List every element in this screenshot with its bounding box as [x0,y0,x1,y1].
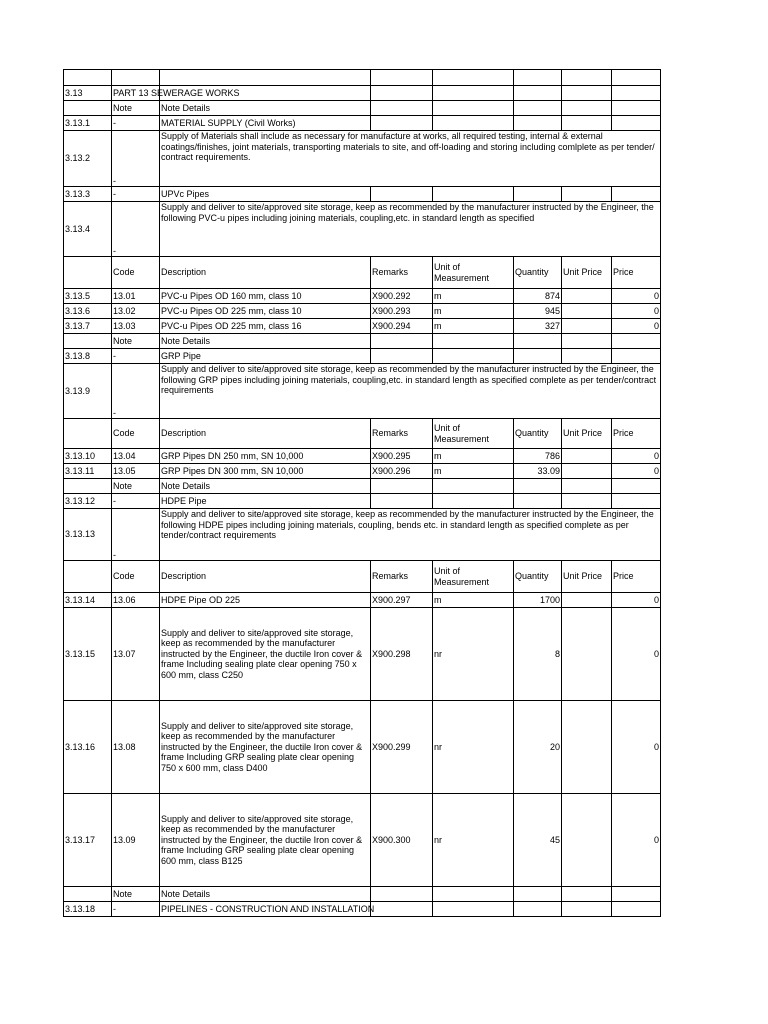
cell-quantity[interactable] [514,479,562,494]
cell-unit-price[interactable] [562,701,612,794]
cell-remarks[interactable] [371,887,433,902]
table-row [64,794,661,887]
cell-description[interactable]: Note Details [160,479,371,494]
table-row [64,887,661,902]
cell-description[interactable]: Supply and deliver to site/approved site storage, keep as recommended by the manufacturer instructed by the Engineer, the ductile Iron cover & frame Including sealing plate clear opening 750 x 600 mm, class C250 [160,608,371,701]
table-row [64,349,661,364]
cell-remarks[interactable]: X900.296 [371,464,433,479]
cell-unit-price[interactable] [562,593,612,608]
cell-quantity[interactable]: 45 [514,794,562,887]
cell-item-no[interactable]: 3.13.6 [64,304,112,319]
cell-quantity[interactable] [514,334,562,349]
cell-item-no[interactable]: 3.13.12 [64,494,112,509]
cell-item-no[interactable] [64,419,112,449]
cell-unit-price[interactable] [562,449,612,464]
cell-price[interactable] [612,86,661,101]
cell-item-no[interactable]: 3.13.14 [64,593,112,608]
cell-unit-price[interactable]: Unit Price [562,561,612,593]
cell-item-no[interactable] [64,101,112,116]
cell-unit[interactable] [433,349,514,364]
cell-quantity[interactable]: 33.09 [514,464,562,479]
cell-unit-price[interactable] [562,334,612,349]
cell-description[interactable]: Supply and deliver to site/approved site storage, keep as recommended by the manufacturer instructed by the Engineer, the ductile Iron cover & frame Including GRP sealing plate clear opening 750 x 600 mm, class D400 [160,701,371,794]
cell-remarks[interactable]: X900.298 [371,608,433,701]
cell-unit-price[interactable] [562,187,612,202]
cell-code[interactable]: 13.01 [112,289,160,304]
cell-item-no[interactable]: 3.13.3 [64,187,112,202]
cell-code[interactable]: Code [112,257,160,289]
cell-unit[interactable]: m [433,464,514,479]
cell-description-long[interactable]: Supply and deliver to site/approved site storage, keep as recommended by the manufacturer instructed by the Engineer, the following PVC-u pipes including joining materials, coupling,etc. in standard length as specified [160,202,661,257]
table-row [64,202,661,257]
cell-description[interactable]: GRP Pipes DN 300 mm, SN 10,000 [160,464,371,479]
cell-description[interactable]: GRP Pipe [160,349,371,364]
cell-unit[interactable] [433,479,514,494]
cell-price[interactable]: 0 [612,701,661,794]
cell-item-no[interactable] [64,887,112,902]
cell-unit[interactable]: Unit of Measurement [433,257,514,289]
cell-remarks[interactable]: Remarks [371,561,433,593]
cell-remarks[interactable] [371,902,433,917]
cell-unit-price[interactable] [562,70,612,86]
cell-unit[interactable] [433,70,514,86]
cell-item-no[interactable]: 3.13.2 [64,131,112,187]
cell-description-long[interactable]: Supply and deliver to site/approved site storage, keep as recommended by the manufacturer instructed by the Engineer, the following HDPE pipes including joining materials, coupling, bends etc. in standard length as specified complete as per tender/contract requirements [160,509,661,561]
cell-description[interactable]: Description [160,419,371,449]
cell-unit-price[interactable] [562,902,612,917]
table-row [64,289,661,304]
cell-item-no[interactable]: 3.13.18 [64,902,112,917]
cell-code[interactable]: Code [112,419,160,449]
table-row [64,257,661,289]
cell-quantity[interactable] [514,902,562,917]
cell-code[interactable]: 13.05 [112,464,160,479]
cell-remarks[interactable]: X900.294 [371,319,433,334]
cell-price[interactable]: 0 [612,304,661,319]
cell-unit[interactable]: nr [433,608,514,701]
cell-unit[interactable]: Unit of Measurement [433,561,514,593]
cell-code[interactable]: 13.07 [112,608,160,701]
cell-code[interactable] [112,70,160,86]
cell-unit[interactable]: m [433,593,514,608]
cell-remarks[interactable]: Remarks [371,257,433,289]
cell-item-no[interactable]: 3.13.15 [64,608,112,701]
cell-price[interactable]: 0 [612,593,661,608]
cell-unit[interactable] [433,101,514,116]
cell-description[interactable] [160,70,371,86]
cell-item-no[interactable]: 3.13.17 [64,794,112,887]
cell-unit[interactable]: m [433,449,514,464]
cell-unit-price[interactable] [562,116,612,131]
cell-code[interactable]: - [112,349,160,364]
cell-price[interactable]: 0 [612,319,661,334]
cell-price[interactable] [612,902,661,917]
cell-description[interactable]: HDPE Pipe [160,494,371,509]
cell-remarks[interactable] [371,334,433,349]
cell-code[interactable]: - [112,902,160,917]
cell-unit-price[interactable]: Unit Price [562,257,612,289]
cell-quantity[interactable]: 20 [514,701,562,794]
cell-code[interactable]: 13.02 [112,304,160,319]
cell-item-no[interactable]: 3.13 [64,86,112,101]
table-row [64,449,661,464]
cell-code[interactable]: 13.06 [112,593,160,608]
bill-of-quantities-table [63,69,661,917]
cell-unit-price[interactable] [562,101,612,116]
cell-item-no[interactable] [64,334,112,349]
cell-quantity[interactable]: 786 [514,449,562,464]
cell-quantity[interactable] [514,101,562,116]
cell-item-no[interactable] [64,561,112,593]
cell-price[interactable]: 0 [612,289,661,304]
cell-code[interactable]: - [112,131,160,187]
table-row [64,593,661,608]
table-row [64,319,661,334]
cell-remarks[interactable]: X900.297 [371,593,433,608]
cell-code[interactable]: Note [112,101,160,116]
cell-price[interactable] [612,479,661,494]
cell-code[interactable]: - [112,187,160,202]
cell-description[interactable]: Description [160,561,371,593]
cell-price[interactable]: Price [612,419,661,449]
cell-price[interactable] [612,887,661,902]
cell-description[interactable]: Note Details [160,887,371,902]
cell-item-no[interactable]: 3.13.8 [64,349,112,364]
cell-item-no[interactable]: 3.13.10 [64,449,112,464]
cell-description[interactable]: Note Details [160,101,371,116]
cell-code[interactable]: Note [112,887,160,902]
cell-unit[interactable] [433,116,514,131]
cell-unit[interactable] [433,334,514,349]
table-row [64,86,661,101]
table-row [64,131,661,187]
cell-unit-price[interactable] [562,289,612,304]
spreadsheet-sheet [63,69,660,917]
cell-code[interactable]: 13.08 [112,701,160,794]
table-row [64,334,661,349]
cell-remarks[interactable] [371,86,433,101]
table-row [64,902,661,917]
cell-price[interactable]: Price [612,561,661,593]
cell-quantity[interactable]: 8 [514,608,562,701]
table-row [64,479,661,494]
cell-item-no[interactable]: 3.13.4 [64,202,112,257]
cell-price[interactable] [612,187,661,202]
cell-quantity[interactable] [514,70,562,86]
cell-remarks[interactable]: X900.295 [371,449,433,464]
cell-unit-price[interactable] [562,608,612,701]
table-row [64,70,661,86]
cell-price[interactable] [612,334,661,349]
cell-unit[interactable]: nr [433,701,514,794]
cell-quantity[interactable] [514,494,562,509]
cell-price[interactable]: 0 [612,464,661,479]
cell-remarks[interactable] [371,101,433,116]
cell-code[interactable]: - [112,202,160,257]
cell-price[interactable]: 0 [612,608,661,701]
cell-description-long[interactable]: Supply and deliver to site/approved site storage, keep as recommended by the manufacturer instructed by the Engineer, the following GRP pipes including joining materials, coupling,etc. in standard length as specified complete as per tender/contract requirements [160,364,661,419]
cell-item-no[interactable]: 3.13.1 [64,116,112,131]
cell-remarks[interactable] [371,116,433,131]
table-row [64,187,661,202]
cell-remarks[interactable] [371,70,433,86]
cell-item-no[interactable]: 3.13.7 [64,319,112,334]
table-row [64,701,661,794]
table-row [64,101,661,116]
cell-item-no[interactable]: 3.13.11 [64,464,112,479]
cell-unit[interactable] [433,887,514,902]
cell-code[interactable]: 13.09 [112,794,160,887]
cell-quantity[interactable]: 945 [514,304,562,319]
cell-quantity[interactable] [514,86,562,101]
cell-unit[interactable]: nr [433,794,514,887]
cell-price[interactable] [612,70,661,86]
cell-remarks[interactable] [371,187,433,202]
cell-remarks[interactable] [371,349,433,364]
cell-description[interactable]: PIPELINES - CONSTRUCTION AND INSTALLATION [160,902,371,917]
cell-quantity[interactable] [514,349,562,364]
cell-code[interactable]: - [112,494,160,509]
cell-description[interactable]: PVC-u Pipes OD 160 mm, class 10 [160,289,371,304]
table-row [64,419,661,449]
cell-unit-price[interactable] [562,794,612,887]
cell-unit-price[interactable] [562,494,612,509]
cell-remarks[interactable]: X900.299 [371,701,433,794]
cell-description[interactable]: Supply and deliver to site/approved site storage, keep as recommended by the manufacturer instructed by the Engineer, the ductile Iron cover & frame Including GRP sealing plate clear opening 600 mm, class B125 [160,794,371,887]
cell-item-no[interactable] [64,70,112,86]
cell-code[interactable]: 13.04 [112,449,160,464]
cell-code[interactable]: Code [112,561,160,593]
cell-code[interactable]: PART 13 SEWERAGE WORKS [112,86,160,101]
cell-description[interactable]: UPVc Pipes [160,187,371,202]
cell-item-no[interactable]: 3.13.16 [64,701,112,794]
cell-quantity[interactable] [514,887,562,902]
cell-price[interactable]: 0 [612,794,661,887]
cell-code[interactable]: - [112,116,160,131]
cell-unit-price[interactable] [562,304,612,319]
cell-item-no[interactable]: 3.13.9 [64,364,112,419]
cell-code[interactable]: 13.03 [112,319,160,334]
cell-remarks[interactable]: X900.293 [371,304,433,319]
cell-remarks[interactable]: Remarks [371,419,433,449]
cell-remarks[interactable] [371,479,433,494]
cell-unit-price[interactable] [562,464,612,479]
table-row [64,304,661,319]
cell-price[interactable] [612,116,661,131]
cell-unit-price[interactable]: Unit Price [562,419,612,449]
cell-unit[interactable] [433,86,514,101]
cell-code[interactable]: - [112,509,160,561]
cell-quantity[interactable]: 327 [514,319,562,334]
cell-unit[interactable]: m [433,289,514,304]
cell-remarks[interactable]: X900.300 [371,794,433,887]
cell-unit-price[interactable] [562,319,612,334]
cell-unit[interactable]: Unit of Measurement [433,419,514,449]
cell-description[interactable]: MATERIAL SUPPLY (Civil Works) [160,116,371,131]
cell-price[interactable]: Price [612,257,661,289]
cell-price[interactable] [612,494,661,509]
cell-item-no[interactable] [64,479,112,494]
cell-description[interactable]: Note Details [160,334,371,349]
cell-unit[interactable] [433,494,514,509]
cell-unit-price[interactable] [562,887,612,902]
cell-description[interactable]: Description [160,257,371,289]
cell-unit-price[interactable] [562,349,612,364]
table-row [64,608,661,701]
cell-quantity[interactable] [514,116,562,131]
table-row [64,364,661,419]
cell-quantity[interactable]: Quantity [514,561,562,593]
cell-item-no[interactable]: 3.13.5 [64,289,112,304]
table-row [64,464,661,479]
cell-quantity[interactable]: 1700 [514,593,562,608]
cell-code[interactable]: Note [112,479,160,494]
cell-description[interactable]: GRP Pipes DN 250 mm, SN 10,000 [160,449,371,464]
cell-remarks[interactable]: X900.292 [371,289,433,304]
cell-description[interactable]: HDPE Pipe OD 225 [160,593,371,608]
cell-unit[interactable] [433,902,514,917]
cell-unit-price[interactable] [562,479,612,494]
cell-unit[interactable]: m [433,319,514,334]
cell-description-long[interactable]: Supply of Materials shall include as necessary for manufacture at works, all required testing, internal & external coatings/finishes, joint materials, transporting materials to site, and off-loading and storing including comlplete as per tender/ contract requirements. [160,131,661,187]
cell-code[interactable]: Note [112,334,160,349]
cell-item-no[interactable]: 3.13.13 [64,509,112,561]
cell-quantity[interactable]: Quantity [514,257,562,289]
cell-unit[interactable] [433,187,514,202]
cell-unit-price[interactable] [562,86,612,101]
cell-price[interactable]: 0 [612,449,661,464]
cell-description[interactable]: PVC-u Pipes OD 225 mm, class 10 [160,304,371,319]
table-row [64,509,661,561]
cell-code[interactable]: - [112,364,160,419]
cell-quantity[interactable]: 874 [514,289,562,304]
cell-item-no[interactable] [64,257,112,289]
cell-unit[interactable]: m [433,304,514,319]
cell-remarks[interactable] [371,494,433,509]
cell-price[interactable] [612,101,661,116]
cell-quantity[interactable] [514,187,562,202]
table-row [64,561,661,593]
cell-description[interactable]: PVC-u Pipes OD 225 mm, class 16 [160,319,371,334]
table-row [64,494,661,509]
cell-quantity[interactable]: Quantity [514,419,562,449]
table-row [64,116,661,131]
cell-price[interactable] [612,349,661,364]
